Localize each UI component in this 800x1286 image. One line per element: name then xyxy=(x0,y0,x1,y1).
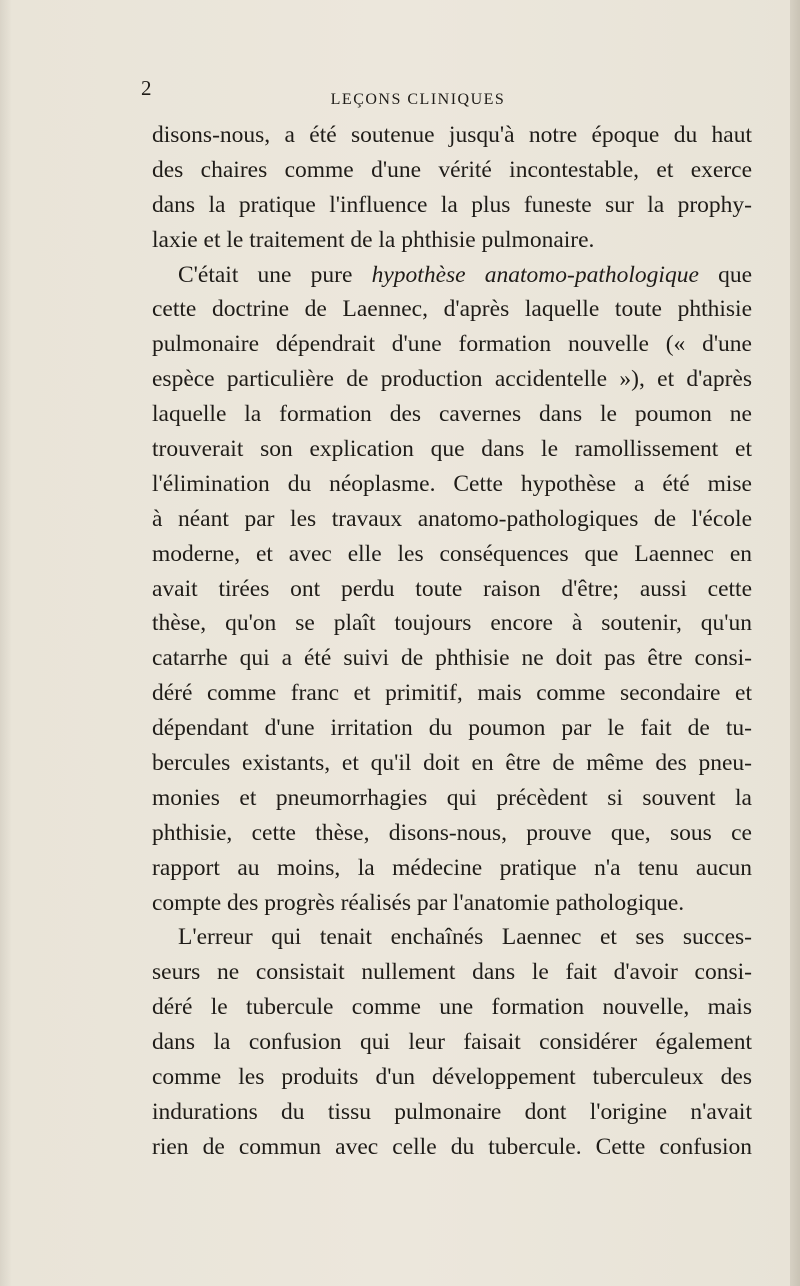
text-line: trouverait son explication que dans le ramollissement et xyxy=(152,436,752,463)
text-line: des chaires comme d'une vérité incontestable, et exerce xyxy=(152,156,752,183)
text-line: l'élimination du néoplasme. Cette hypothèse a été mise xyxy=(152,470,752,497)
text-line: pulmonaire dépendrait d'une formation nouvelle (« d'une xyxy=(152,331,752,358)
text-line: avait tirées ont perdu toute raison d'être; aussi cette xyxy=(152,575,752,602)
text-line: dépendant d'une irritation du poumon par le fait de tu- xyxy=(152,715,752,742)
text-line: comme les produits d'un développement tuberculeux des xyxy=(152,1064,752,1091)
text-line: cette doctrine de Laennec, d'après laquelle toute phthisie xyxy=(152,296,752,323)
text-line: espèce particulière de production accidentelle »), et d'après xyxy=(152,366,752,393)
line-text: que xyxy=(698,261,752,288)
text-line: disons-nous, a été soutenue jusqu'à notre époque du haut xyxy=(152,122,752,148)
text-line: dans la confusion qui leur faisait considérer également xyxy=(152,1029,752,1056)
text-line: monies et pneumorrhagies qui précèdent si souvent la xyxy=(152,784,752,811)
paragraph-start-line xyxy=(152,258,752,293)
text-line: bercules existants, et qu'il doit en être de même des pneu- xyxy=(152,750,752,777)
page-edge xyxy=(790,0,800,1286)
italic-phrase: hypothèse anatomo-pathologique xyxy=(371,261,699,288)
text-line: rapport au moins, la médecine pratique n'a tenu aucun xyxy=(152,854,752,881)
text-line: rien de commun avec celle du tubercule. Cette confusion xyxy=(152,1133,752,1160)
running-head: LEÇONS CLINIQUES xyxy=(330,91,506,108)
body-text xyxy=(152,118,752,1165)
paragraph-start-line: L'erreur qui tenait enchaînés Laennec et ses succes- xyxy=(178,924,752,951)
paragraph-end-line: laxie et le traitement de la phthisie pulmonaire. xyxy=(152,226,595,253)
text-line: thèse, qu'on se plaît toujours encore à soutenir, qu'un xyxy=(152,610,752,637)
text-line: seurs ne consistait nullement dans le fait d'avoir consi- xyxy=(152,959,752,986)
text-line: déré comme franc et primitif, mais comme secondaire et xyxy=(152,680,752,707)
line-text: C'était une pure xyxy=(178,261,372,288)
text-line: à néant par les travaux anatomo-pathologiques de l'école xyxy=(152,505,752,532)
text-line: indurations du tissu pulmonaire dont l'origine n'avait xyxy=(152,1098,752,1125)
page-number: 2 xyxy=(141,76,152,100)
text-line: dans la pratique l'influence la plus funeste sur la prophy- xyxy=(152,191,752,218)
text-line: déré le tubercule comme une formation nouvelle, mais xyxy=(152,994,752,1021)
paragraph-end-line: compte des progrès réalisés par l'anatomie pathologique. xyxy=(152,889,685,916)
text-line: catarrhe qui a été suivi de phthisie ne doit pas être consi- xyxy=(152,645,752,672)
text-line: laquelle la formation des cavernes dans le poumon ne xyxy=(152,401,752,428)
text-line: phthisie, cette thèse, disons-nous, prouve que, sous ce xyxy=(152,819,752,846)
text-line: moderne, et avec elle les conséquences que Laennec en xyxy=(152,540,752,567)
page-gutter-shadow xyxy=(0,0,12,1286)
